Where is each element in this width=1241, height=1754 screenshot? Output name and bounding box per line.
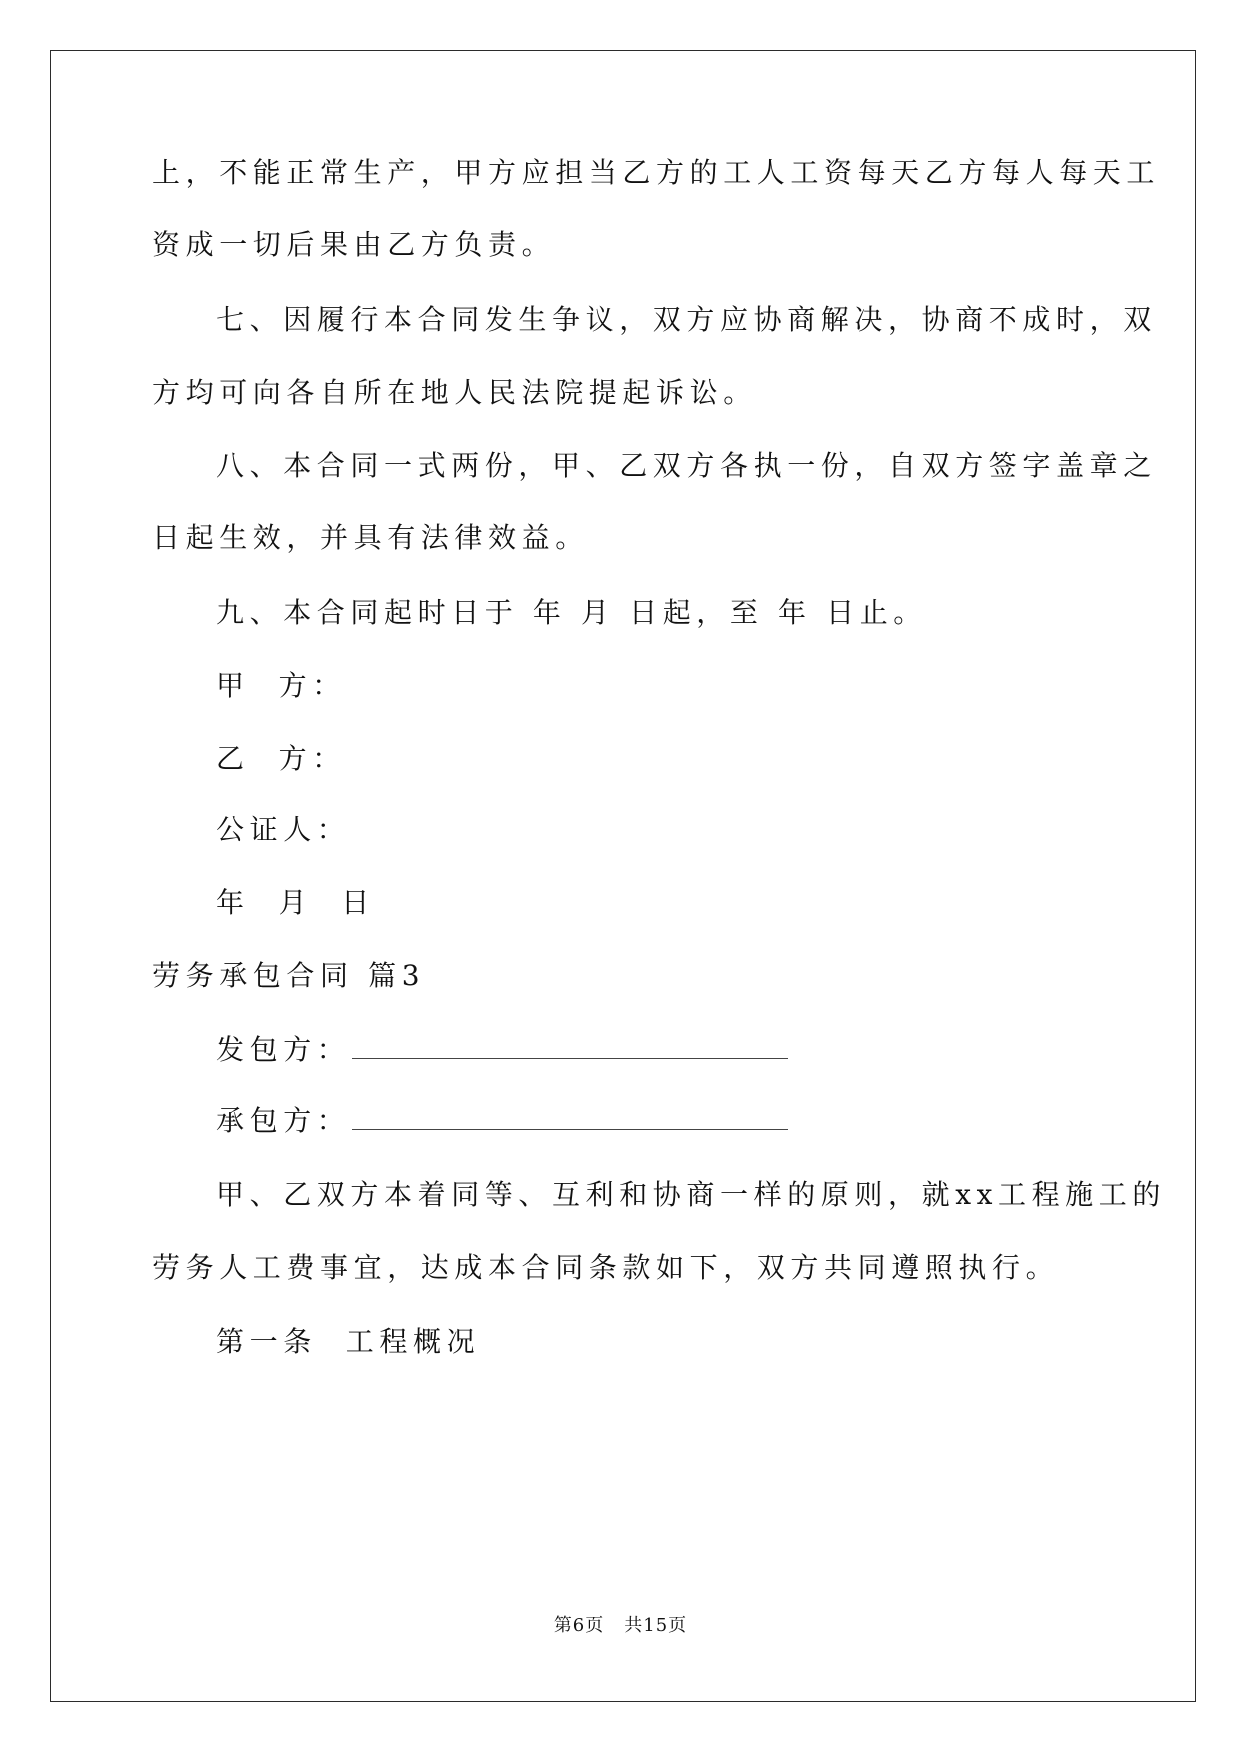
subcontractor-blank	[352, 1103, 788, 1130]
article-one-heading: 第一条 工程概况	[216, 1325, 481, 1358]
current-page: 第6页	[553, 1615, 605, 1636]
page-border	[50, 50, 1196, 1702]
paragraph-line: 甲、乙双方本着同等、互利和协商一样的原则，就xx工程施工的	[216, 1178, 1166, 1211]
party-b-label: 乙 方：	[216, 742, 346, 775]
total-pages: 共15页	[624, 1615, 688, 1636]
subcontractor-line	[216, 1101, 788, 1141]
paragraph-line: 方均可向各自所在地人民法院提起诉讼。	[152, 376, 757, 409]
contractor-blank	[352, 1032, 788, 1059]
party-a-label: 甲 方：	[216, 669, 346, 702]
subcontractor-label: 承包方：	[216, 1104, 351, 1137]
paragraph-line: 资成一切后果由乙方负责。	[152, 228, 556, 261]
clause-eight: 八、本合同一式两份，甲、乙双方各执一份，自双方签字盖章之	[216, 449, 1157, 482]
page-footer	[0, 1614, 1241, 1638]
notary-label: 公证人：	[216, 813, 351, 846]
clause-nine: 九、本合同起时日于 年 月 日起，至 年 日止。	[216, 596, 927, 629]
clause-seven: 七、因履行本合同发生争议，双方应协商解决，协商不成时，双	[216, 303, 1157, 336]
paragraph-line: 劳务人工费事宜，达成本合同条款如下，双方共同遵照执行。	[152, 1251, 1060, 1284]
date-line: 年 月 日	[216, 886, 375, 919]
contractor-label: 发包方：	[216, 1033, 351, 1066]
paragraph-line: 上，不能正常生产，甲方应担当乙方的工人工资每天乙方每人每天工	[152, 156, 1161, 189]
contractor-line	[216, 1030, 788, 1070]
paragraph-line: 日起生效，并具有法律效益。	[152, 521, 589, 554]
section-heading: 劳务承包合同 篇3	[152, 959, 426, 992]
